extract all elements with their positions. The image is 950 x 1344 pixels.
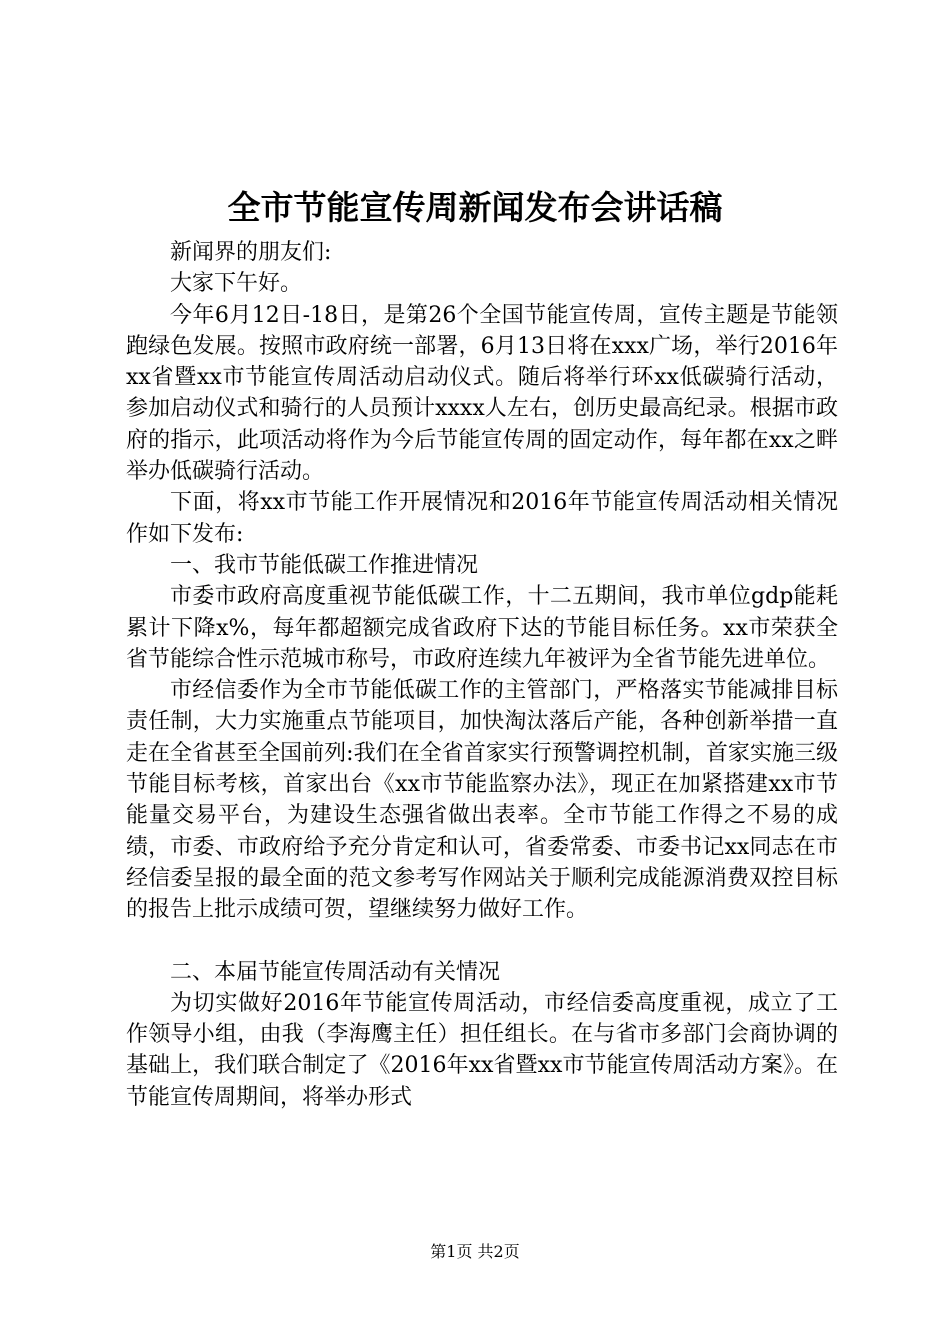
paragraph-section-1a: 市委市政府高度重视节能低碳工作，十二五期间，我市单位gdp能耗累计下降x%，每年都超额完成省政府下达的节能目标任务。xx市荣获全省节能综合性示范城市称号，市政府连续九年被评为全省节能先进单位。	[126, 584, 838, 672]
section-heading-2: 二、本届节能宣传周活动有关情况	[170, 959, 501, 985]
page-footer: 第1页 共2页	[430, 1242, 520, 1261]
greeting: 大家下午好。	[170, 271, 303, 297]
paragraph-intro: 今年6月12日-18日，是第26个全国节能宣传周，宣传主题是节能领跑绿色发展。按照市政府统一部署，6月13日将在xxx广场，举行2016年xx省暨xx市节能宣传周活动启动仪式。随后将举行环xx低碳骑行活动，参加启动仪式和骑行的人员预计xxxx人左右，创历史最高纪录。根据市政府的指示，此项活动将作为今后节能宣传周的固定动作，每年都在xx之畔举办低碳骑行活动。	[126, 302, 838, 485]
paragraph-announcement: 下面，将xx市节能工作开展情况和2016年节能宣传周活动相关情况作如下发布:	[126, 490, 838, 547]
document-body	[126, 237, 838, 1113]
section-heading-1: 一、我市节能低碳工作推进情况	[170, 552, 479, 578]
paragraph-section-2a: 为切实做好2016年节能宣传周活动，市经信委高度重视，成立了工作领导小组，由我（李海鹰主任）担任组长。在与省市多部门会商协调的基础上，我们联合制定了《2016年xx省暨xx市节能宣传周活动方案》。在节能宣传周期间，将举办形式	[126, 990, 838, 1110]
salutation: 新闻界的朋友们:	[170, 240, 332, 265]
document-title: 全市节能宣传周新闻发布会讲话稿	[227, 188, 723, 227]
paragraph-section-1b: 市经信委作为全市节能低碳工作的主管部门，严格落实节能减排目标责任制，大力实施重点节能项目，加快淘汰落后产能，各种创新举措一直走在全省甚至全国前列:我们在全省首家实行预警调控机制，首家实施三级节能目标考核，首家出台《xx市节能监察办法》，现正在加紧搭建xx市节能量交易平台，为建设生态强省做出表率。全市节能工作得之不易的成绩，市委、市政府给予充分肯定和认可，省委常委、市委书记xx同志在市经信委呈报的最全面的范文参考写作网站关于顺利完成能源消费双控目标的报告上批示成绩可贺，望继续努力做好工作。	[126, 678, 838, 923]
